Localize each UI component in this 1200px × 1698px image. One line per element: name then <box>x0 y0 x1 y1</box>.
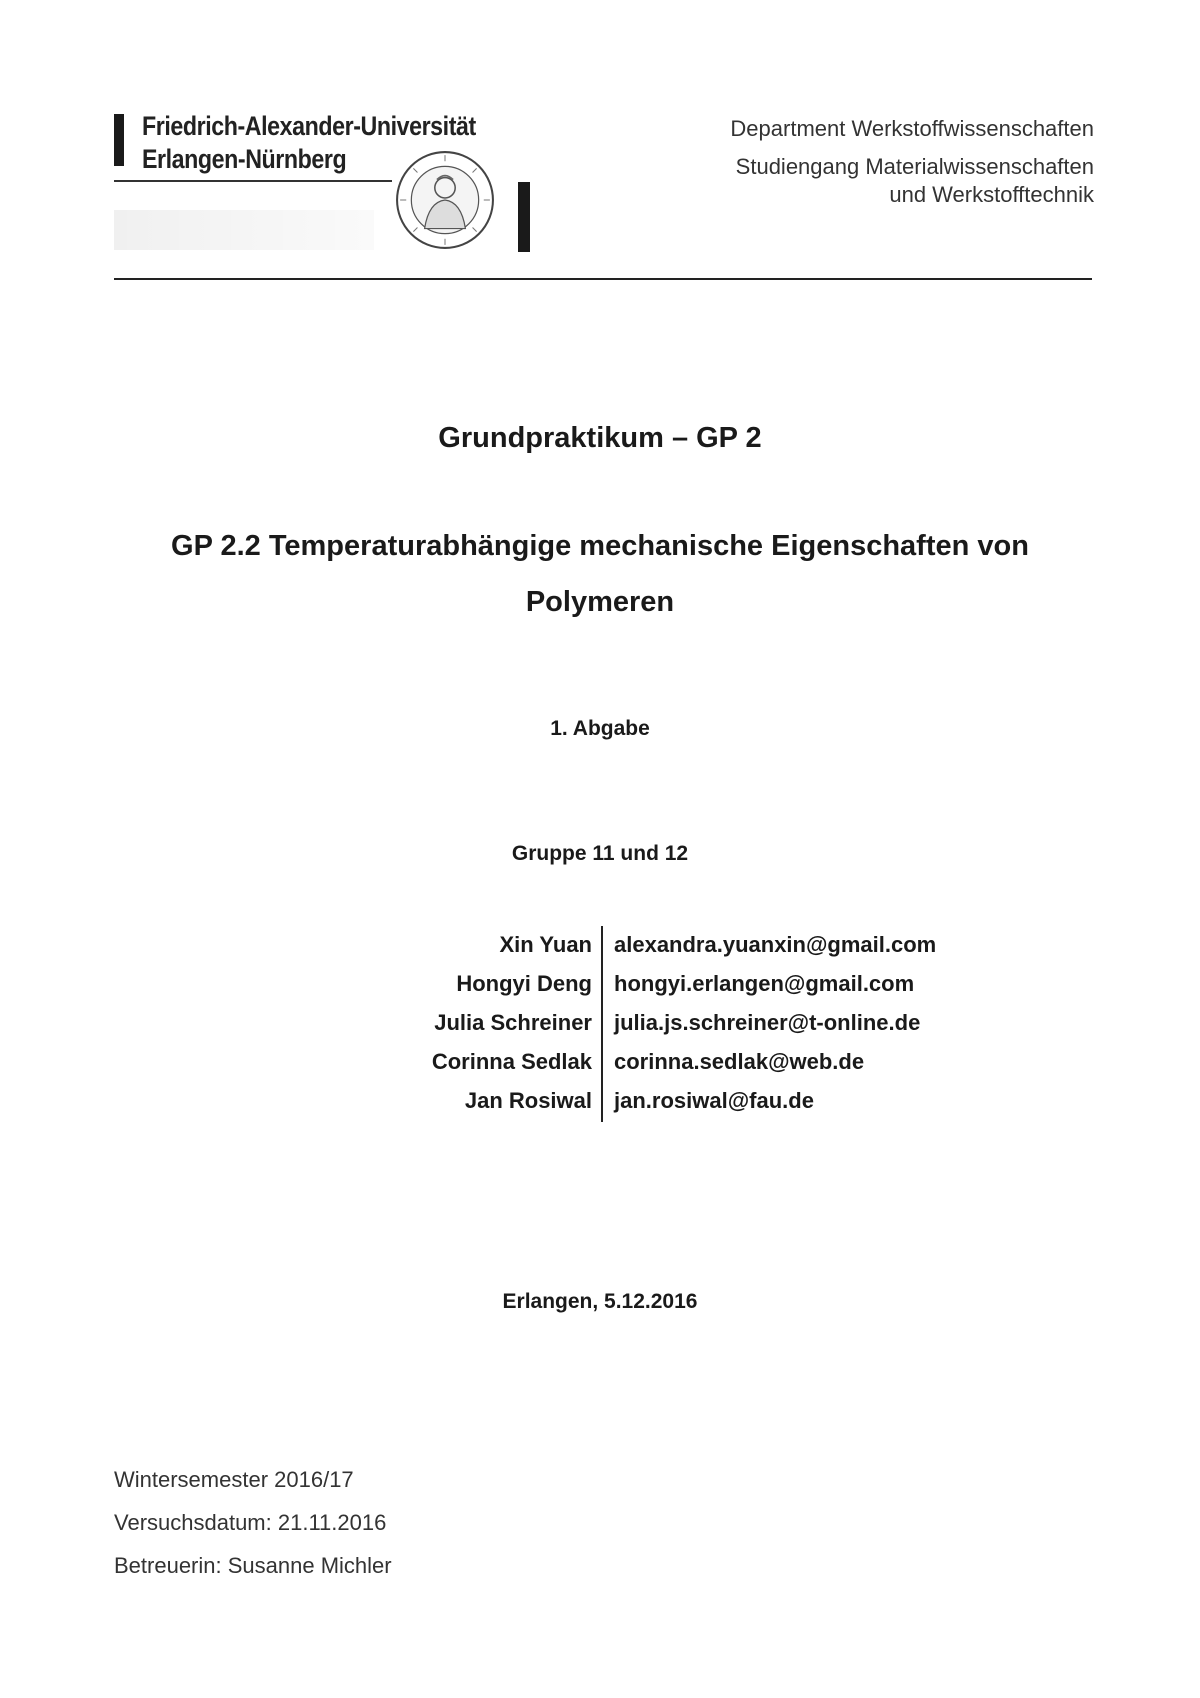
program-line1: Studiengang Materialwissenschaften <box>735 154 1094 179</box>
university-name-line2: Erlangen-Nürnberg <box>142 144 347 174</box>
logo-rule <box>114 180 392 182</box>
submission-label: 1. Abgabe <box>550 717 650 740</box>
member-email: corinna.sedlak@web.de <box>614 1049 865 1074</box>
semester: Wintersemester 2016/17 <box>114 1467 354 1492</box>
member-name: Corinna Sedlak <box>431 1049 592 1074</box>
member-list <box>0 926 1200 1121</box>
member-name: Xin Yuan <box>499 932 592 957</box>
member-row <box>0 965 1200 1004</box>
course-title: Grundpraktikum – GP 2 <box>438 422 762 454</box>
place-date: Erlangen, 5.12.2016 <box>502 1290 698 1313</box>
university-logo <box>114 110 534 255</box>
university-name-line1: Friedrich-Alexander-Universität <box>142 111 476 141</box>
member-email: alexandra.yuanxin@gmail.com <box>614 932 937 957</box>
member-row <box>0 1082 1200 1121</box>
group-label: Gruppe 11 und 12 <box>511 842 689 865</box>
member-row <box>0 1004 1200 1043</box>
logo-bar-left <box>114 114 124 166</box>
program-line2: und Werkstofftechnik <box>889 182 1094 207</box>
supervisor: Betreuerin: Susanne Michler <box>114 1553 392 1578</box>
experiment-title: GP 2.2 Temperaturabhängige mechanische Eigenschaften von Polymeren <box>171 530 1029 618</box>
member-email: julia.js.schreiner@t-online.de <box>614 1010 921 1035</box>
member-email: jan.rosiwal@fau.de <box>614 1088 814 1113</box>
header-divider <box>114 278 1092 280</box>
footer-info <box>114 1458 392 1587</box>
logo-bar-right <box>518 182 530 252</box>
member-row <box>0 926 1200 965</box>
logo-shadow <box>114 210 374 250</box>
department-name: Department Werkstoffwissenschaften <box>730 116 1094 141</box>
university-seal-icon <box>394 149 496 251</box>
experiment-date: Versuchsdatum: 21.11.2016 <box>114 1510 387 1535</box>
member-name: Hongyi Deng <box>456 971 592 996</box>
member-row <box>0 1043 1200 1082</box>
member-divider <box>601 926 603 1122</box>
member-name: Julia Schreiner <box>434 1010 592 1035</box>
department-info <box>730 115 1094 209</box>
member-name: Jan Rosiwal <box>464 1088 592 1113</box>
member-email: hongyi.erlangen@gmail.com <box>614 971 915 996</box>
